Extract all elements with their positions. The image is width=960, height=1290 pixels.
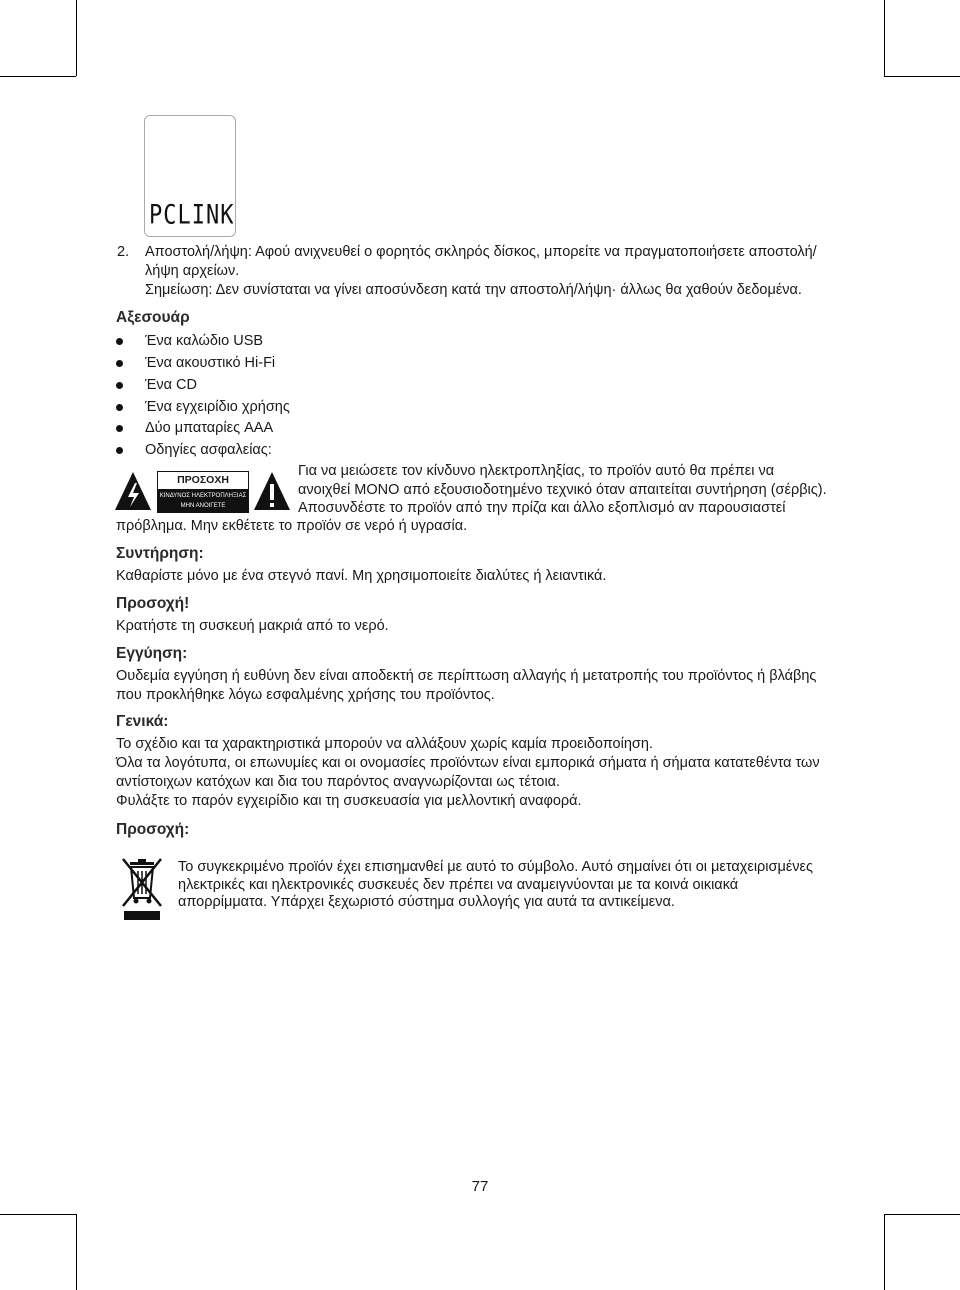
weee-line2: ηλεκτρικές και ηλεκτρονικές συσκευές δεν πρέπει να αναμειγνύονται με τα κοινά οικιακά bbox=[178, 877, 739, 893]
crop-mark-bottom-right-h bbox=[884, 1214, 960, 1215]
crop-mark-bottom-left-h bbox=[0, 1214, 76, 1215]
caution-label-title: ΠΡΟΣΟΧΗ bbox=[158, 472, 248, 490]
step2-note: Σημείωση: Δεν συνίσταται να γίνει αποσύνδεση κατά την αποστολή/λήψη· άλλως θα χαθούν δεδομένα. bbox=[145, 282, 802, 298]
page-number: 77 bbox=[471, 1178, 489, 1195]
list-item: Ένα καλώδιο USB bbox=[145, 333, 264, 349]
caution-text: Κρατήστε τη συσκευή μακριά από το νερό. bbox=[116, 618, 389, 634]
general-line4: Φυλάξτε το παρόν εγχειρίδιο και τη συσκευασία για μελλοντική αναφορά. bbox=[116, 793, 582, 809]
crop-mark-bottom-left bbox=[76, 1214, 77, 1290]
warranty-heading: Εγγύηση: bbox=[116, 645, 188, 662]
safety-line3: Αποσυνδέστε το προϊόν από την πρίζα και άλλο εξοπλισμό αν παρουσιαστεί bbox=[298, 500, 786, 516]
general-line3: αντίστοιχων κατόχων και δια του παρόντος αναγνωρίζονται ως τέτοια. bbox=[116, 774, 561, 790]
lcd-display-text: PCLINK bbox=[149, 200, 235, 231]
general-line2: Όλα τα λογότυπα, οι επωνυμίες και οι ονομασίες προϊόντων είναι εμπορικά σήματα ή σήματα κατατεθέντα των bbox=[116, 755, 820, 771]
safety-line1: Για να μειώσετε τον κίνδυνο ηλεκτροπληξίας, το προϊόν αυτό θα πρέπει να bbox=[298, 463, 775, 479]
bullet-icon bbox=[116, 447, 123, 454]
list-item: Ένα ακουστικό Hi-Fi bbox=[145, 355, 276, 371]
step2-line1: Αποστολή/λήψη: Αφού ανιχνευθεί ο φορητός σκληρός δίσκος, μπορείτε να πραγματοποιήσετε αποστολή/ bbox=[145, 244, 817, 260]
list-item: Οδηγίες ασφαλείας: bbox=[145, 442, 272, 458]
caution-heading: Προσοχή! bbox=[116, 595, 190, 612]
list-item: Δύο μπαταρίες AAA bbox=[145, 420, 274, 436]
list-item: Ένα CD bbox=[145, 377, 197, 393]
bullet-icon bbox=[116, 382, 123, 389]
warranty-line1: Ουδεμία εγγύηση ή ευθύνη δεν είναι αποδεκτή σε περίπτωση αλλαγής ή μετατροπής του προϊόντος ή βλάβης bbox=[116, 668, 817, 684]
crossed-out-wheelie-bin-icon bbox=[120, 856, 164, 922]
safety-line2: ανοιχθεί ΜΟΝΟ από εξουσιοδοτημένο τεχνικό όταν απαιτείται συντήρηση (σέρβις). bbox=[298, 482, 827, 498]
caution-label-band bbox=[158, 490, 248, 513]
crop-mark-bottom-right bbox=[884, 1214, 885, 1290]
maintenance-heading: Συντήρηση: bbox=[116, 545, 204, 562]
lcd-display bbox=[144, 115, 236, 237]
caution-label-line1: ΚΙΝΔΥΝΟΣ ΗΛΕΚΤΡΟΠΛΗΞΙΑΣ bbox=[159, 493, 247, 499]
exclamation-warning-icon bbox=[252, 470, 292, 512]
caution2-heading: Προσοχή: bbox=[116, 821, 190, 838]
lightning-warning-icon bbox=[113, 470, 153, 512]
warranty-line2: που προκλήθηκε λόγω εσφαλμένης χρήσης του προϊόντος. bbox=[116, 687, 495, 703]
caution-label bbox=[157, 471, 249, 513]
bullet-icon bbox=[116, 360, 123, 367]
maintenance-text: Καθαρίστε μόνο με ένα στεγνό πανί. Μη χρησιμοποιείτε διαλύτες ή λειαντικά. bbox=[116, 568, 607, 584]
caution-label-line2: ΜΗΝ ΑΝΟΙΓΕΤΕ bbox=[180, 503, 226, 509]
general-heading: Γενικά: bbox=[116, 713, 169, 730]
weee-line1: Το συγκεκριμένο προϊόν έχει επισημανθεί με αυτό το σύμβολο. Αυτό σημαίνει ότι οι μεταχειρισμένες bbox=[178, 859, 813, 875]
crop-mark-top-right-h bbox=[884, 76, 960, 77]
bullet-icon bbox=[116, 338, 123, 345]
crop-mark-top-left bbox=[76, 0, 77, 76]
step2-line2: λήψη αρχείων. bbox=[145, 263, 240, 279]
weee-line3: απορρίμματα. Υπάρχει ξεχωριστό σύστημα συλλογής για αυτά τα αντικείμενα. bbox=[178, 894, 675, 910]
crop-mark-top-right bbox=[884, 0, 885, 76]
bullet-icon bbox=[116, 425, 123, 432]
safety-line4: πρόβλημα. Μην εκθέτετε το προϊόν σε νερό ή υγρασία. bbox=[116, 518, 468, 534]
general-line1: Το σχέδιο και τα χαρακτηριστικά μπορούν να αλλάξουν χωρίς καμία προειδοποίηση. bbox=[116, 736, 653, 752]
bullet-icon bbox=[116, 404, 123, 411]
accessories-heading: Αξεσουάρ bbox=[116, 309, 190, 326]
crop-mark-top-left-h bbox=[0, 76, 76, 77]
list-item: Ένα εγχειρίδιο χρήσης bbox=[145, 399, 290, 415]
step-number: 2. bbox=[117, 244, 130, 260]
